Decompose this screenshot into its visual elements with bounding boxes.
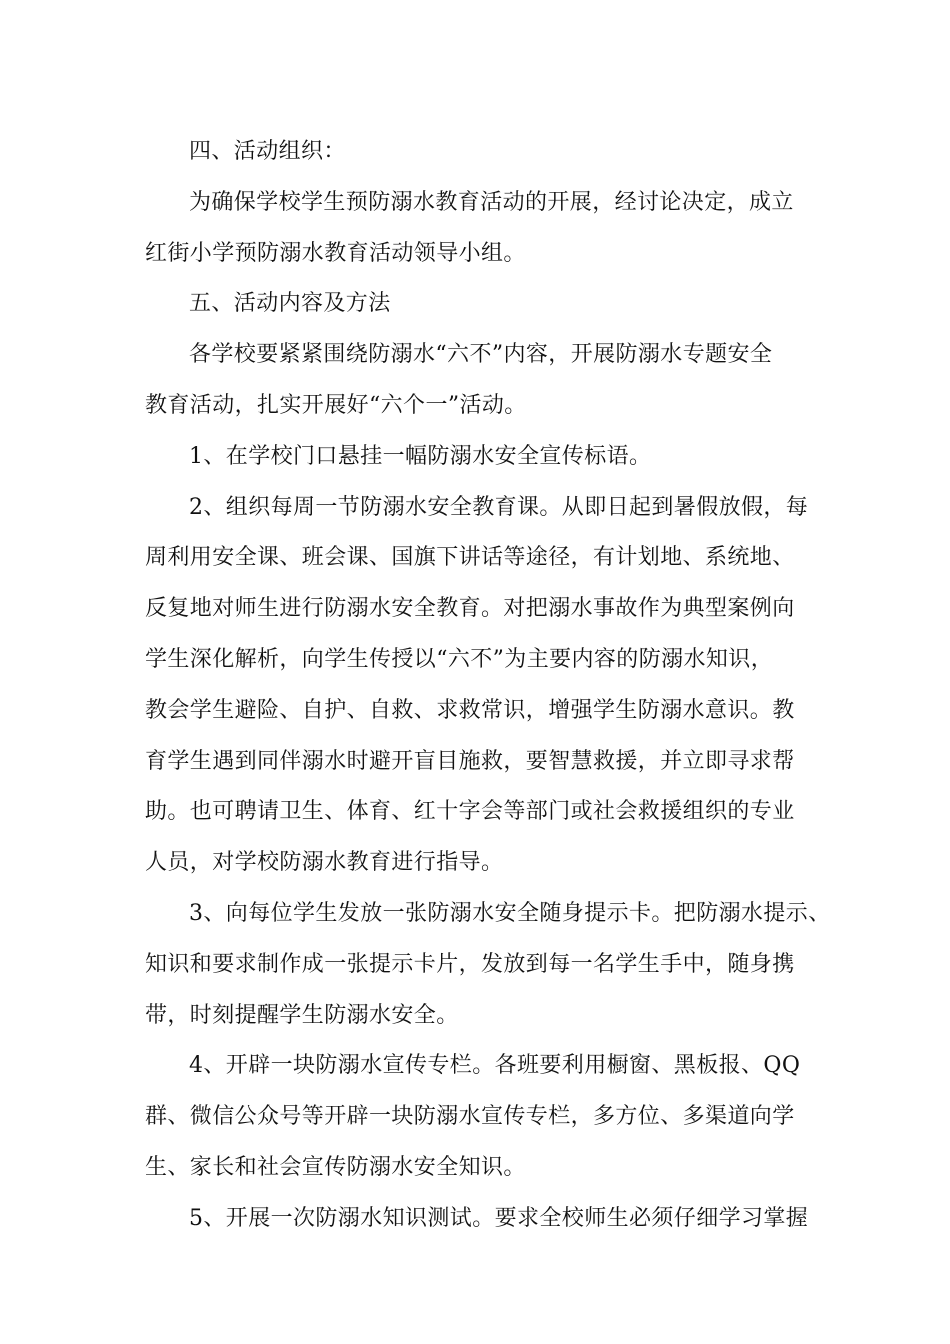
text-line: 带，时刻提醒学生防溺水安全。 — [145, 1002, 459, 1028]
text-line: 5、开展一次防溺水知识测试。要求全校师生必须仔细学习掌握 — [189, 1205, 809, 1231]
text-line: 反复地对师生进行防溺水安全教育。对把溺水事故作为典型案例向 — [145, 596, 795, 622]
paragraph-heading-4 — [145, 127, 807, 178]
paragraph-heading-5 — [145, 279, 807, 330]
paragraph-item-4 — [145, 1041, 807, 1193]
text-line: 知识和要求制作成一张提示卡片，发放到每一名学生手中，随身携 — [145, 951, 795, 977]
document-body — [145, 127, 831, 1245]
paragraph-para-leadership — [145, 178, 807, 280]
text-line: 2、组织每周一节防溺水安全教育课。从即日起到暑假放假，每 — [189, 494, 809, 520]
text-line: 育学生遇到同伴溺水时避开盲目施救，要智慧救援，并立即寻求帮 — [145, 748, 795, 774]
text-line: 教会学生避险、自护、自救、求救常识，增强学生防溺水意识。教 — [145, 697, 795, 723]
paragraph-item-5 — [145, 1194, 807, 1245]
text-line: 五、活动内容及方法 — [189, 291, 391, 317]
text-line: 人员，对学校防溺水教育进行指导。 — [145, 850, 504, 876]
text-line: 1、在学校门口悬挂一幅防溺水安全宣传标语。 — [189, 443, 652, 469]
text-line: 3、向每位学生发放一张防溺水安全随身提示卡。把防溺水提示、 — [189, 900, 831, 926]
text-line: 教育活动，扎实开展好“六个一”活动。 — [145, 392, 527, 418]
paragraph-item-3 — [145, 889, 831, 1041]
text-line: 群、微信公众号等开辟一块防溺水宣传专栏，多方位、多渠道向学 — [145, 1104, 795, 1130]
text-line: 学生深化解析，向学生传授以“六不”为主要内容的防溺水知识， — [145, 646, 774, 672]
text-line: 生、家长和社会宣传防溺水安全知识。 — [145, 1154, 526, 1180]
text-line: 周利用安全课、班会课、国旗下讲话等途径，有计划地、系统地、 — [145, 545, 795, 571]
text-line: 为确保学校学生预防溺水教育活动的开展，经讨论决定，成立 — [189, 189, 794, 215]
text-line: 4、开辟一块防溺水宣传专栏。各班要利用橱窗、黑板报、QQ — [189, 1053, 801, 1079]
text-line: 红街小学预防溺水教育活动领导小组。 — [145, 240, 526, 266]
paragraph-item-1 — [145, 432, 807, 483]
text-line: 助。也可聘请卫生、体育、红十字会等部门或社会救援组织的专业 — [145, 799, 795, 825]
text-line: 各学校要紧紧围绕防溺水“六不”内容，开展防溺水专题安全 — [189, 342, 773, 368]
text-line: 四、活动组织： — [189, 139, 346, 164]
paragraph-item-2 — [145, 483, 807, 889]
paragraph-para-intro — [145, 330, 807, 432]
